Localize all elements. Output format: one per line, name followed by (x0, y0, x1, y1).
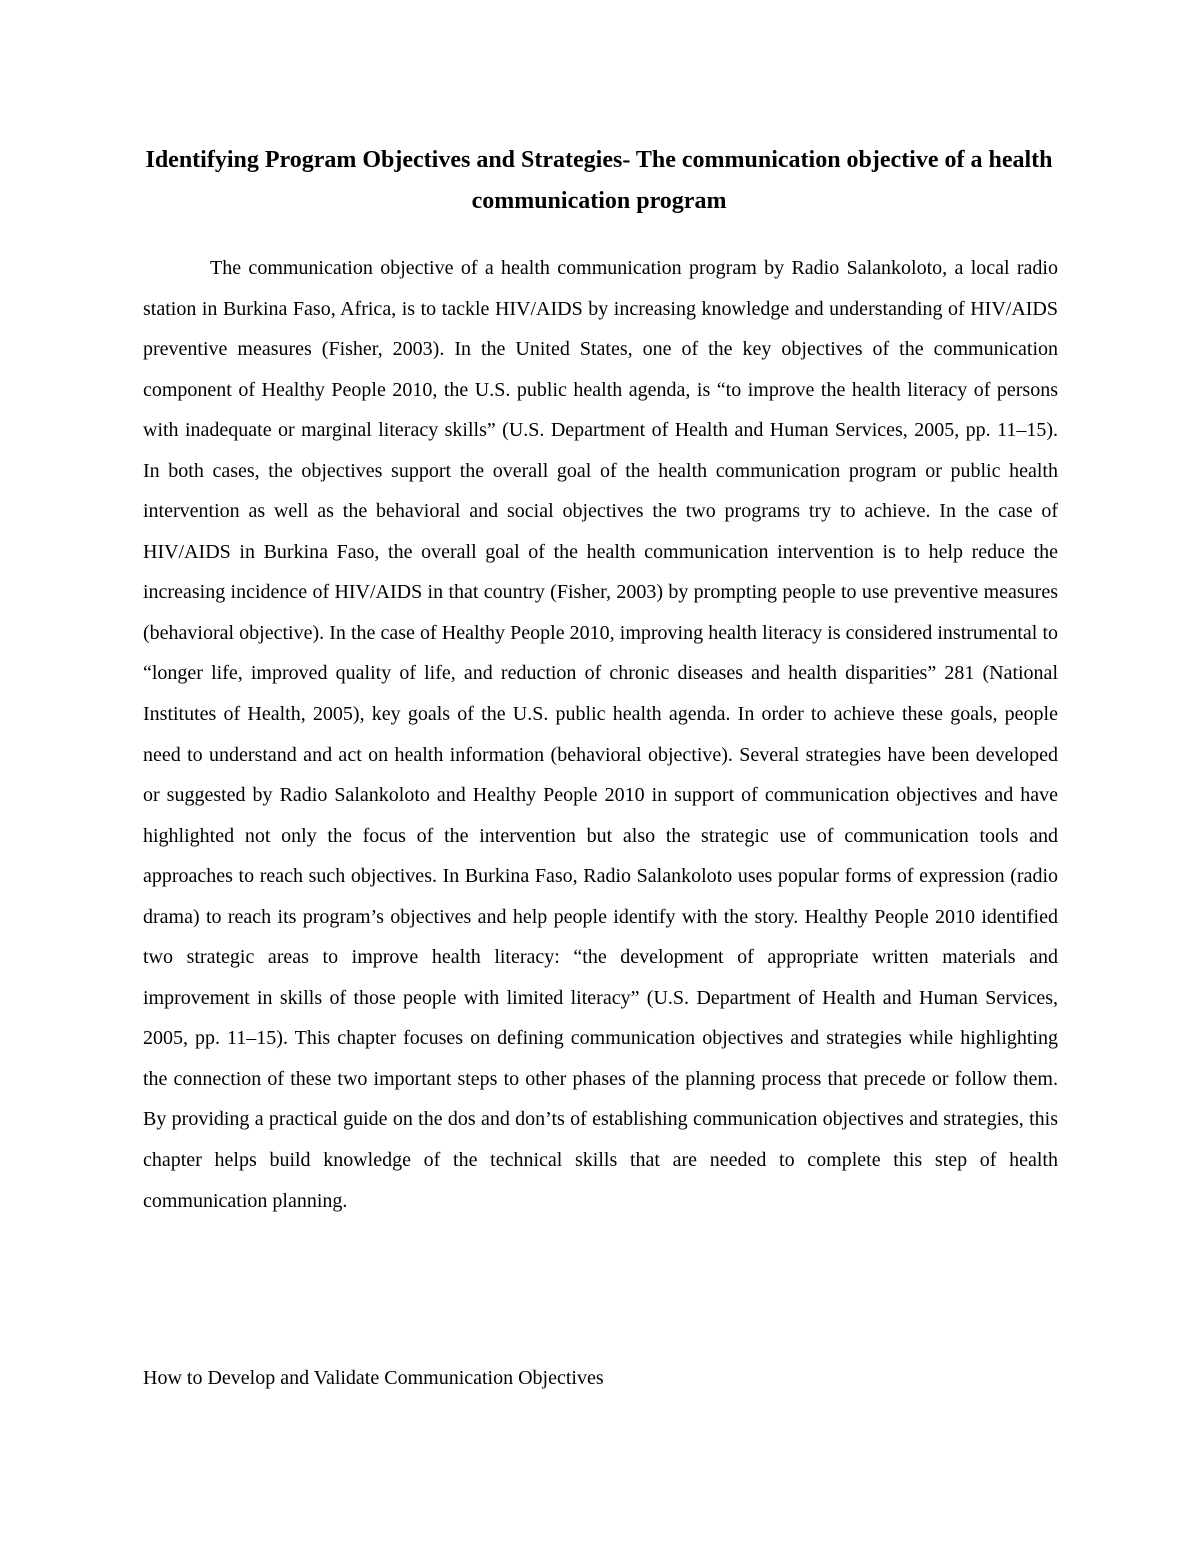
section-heading: How to Develop and Validate Communication Objectives (143, 1367, 604, 1389)
body-paragraph: The communication objective of a health communication program by Radio Salankoloto, a local radio station in Burkina Faso, Africa, is to tackle HIV/AIDS by increasing knowledge and understanding of HIV/AIDS preventive measures (Fisher, 2003). In the United States, one of the key objectives of the communication component of Healthy People 2010, the U.S. public health agenda, is “to improve the health literacy of persons with inadequate or marginal literacy skills” (U.S. Department of Health and Human Services, 2005, pp. 11–15). In both cases, the objectives support the overall goal of the health communication program or public health intervention as well as the behavioral and social objectives the two programs try to achieve. In the case of HIV/AIDS in Burkina Faso, the overall goal of the health communication intervention is to help reduce the increasing incidence of HIV/AIDS in that country (Fisher, 2003) by prompting people to use preventive measures (behavioral objective). In the case of Healthy People 2010, improving health literacy is considered instrumental to “longer life, improved quality of life, and reduction of chronic diseases and health disparities” 281 (National Institutes of Health, 2005), key goals of the U.S. public health agenda. In order to achieve these goals, people need to understand and act on health information (behavioral objective). Several strategies have been developed or suggested by Radio Salankoloto and Healthy People 2010 in support of communication objectives and have highlighted not only the focus of the intervention but also the strategic use of communication tools and approaches to reach such objectives. In Burkina Faso, Radio Salankoloto uses popular forms of expression (radio drama) to reach its program’s objectives and help people identify with the story. Healthy People 2010 identified two strategic areas to improve health literacy: “the development of appropriate written materials and improvement in skills of those people with limited literacy” (U.S. Department of Health and Human Services, 2005, pp. 11–15). This chapter focuses on defining communication objectives and strategies while highlighting the connection of these two important steps to other phases of the planning process that precede or follow them. By providing a practical guide on the dos and don’ts of establishing communication objectives and strategies, this chapter helps build knowledge of the technical skills that are needed to complete this step of health communication planning. (143, 257, 1058, 1212)
document-title: Identifying Program Objectives and Strategies- The communication objective of a health communication program (145, 147, 1053, 214)
